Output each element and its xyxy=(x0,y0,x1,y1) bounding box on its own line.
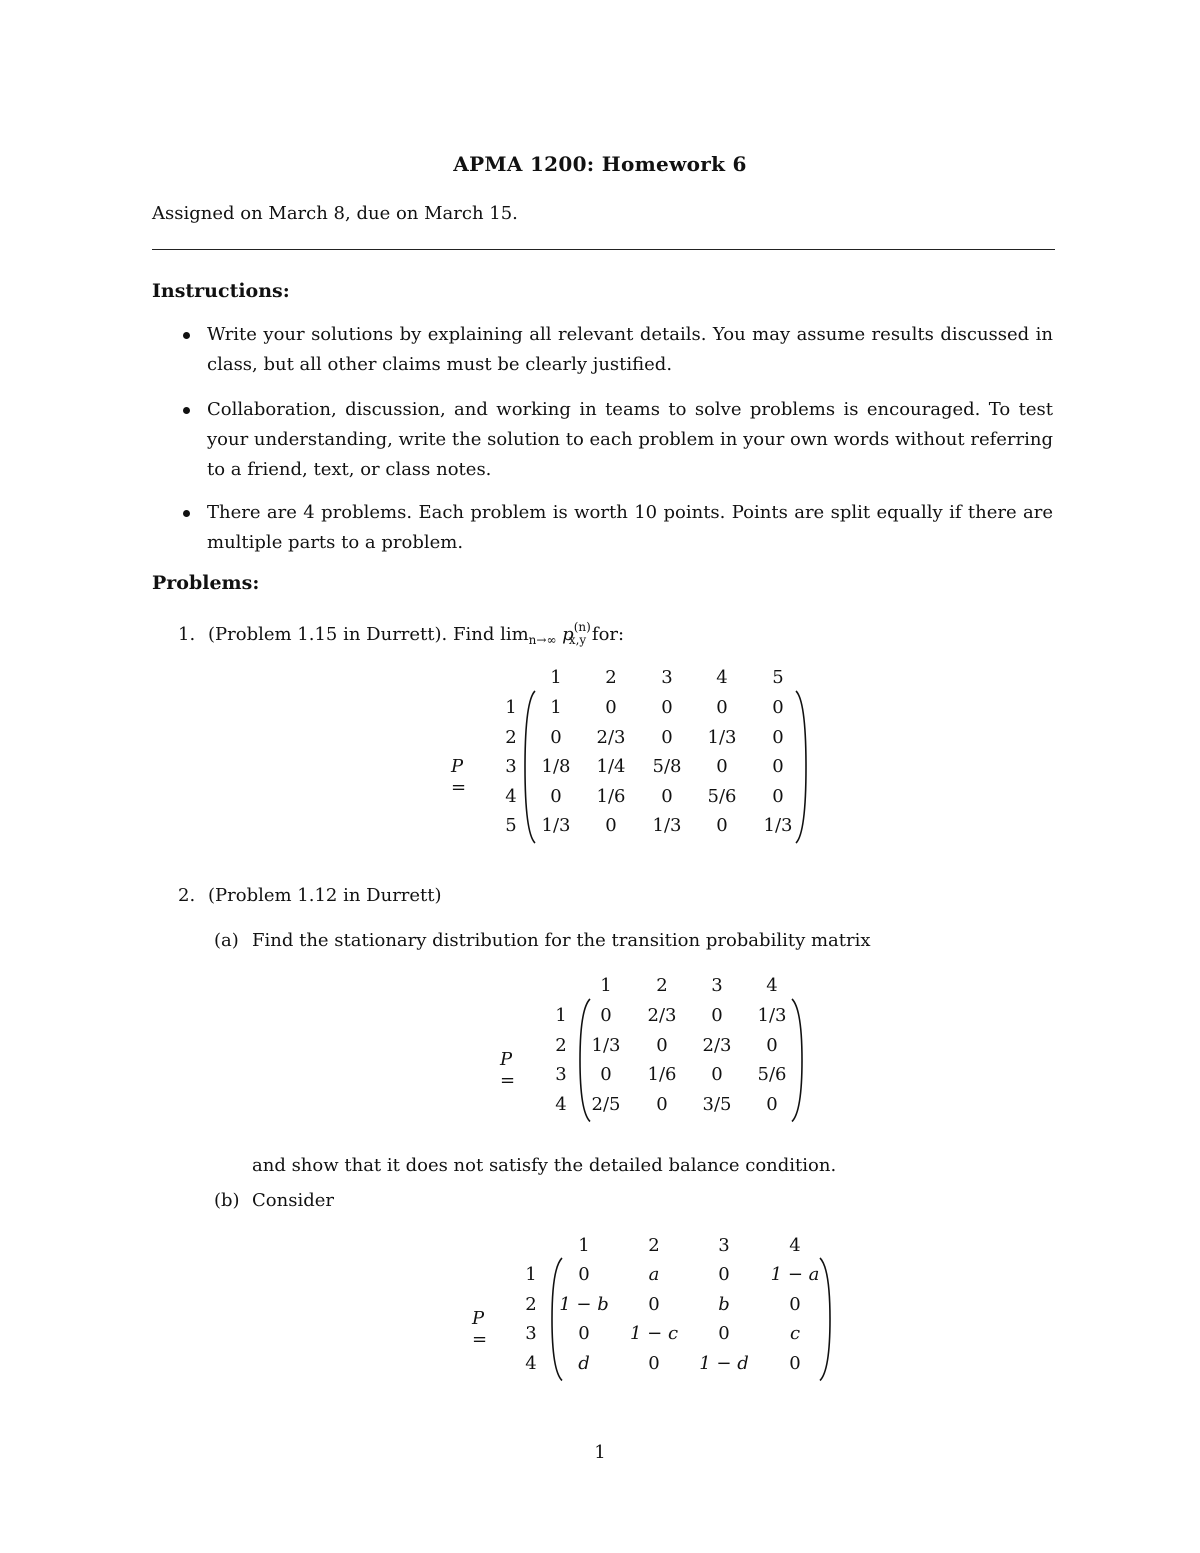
matrix-cell: 0 xyxy=(766,1093,778,1115)
matrix-col-header: 2 xyxy=(656,975,668,996)
part-label: (b) xyxy=(214,1190,240,1211)
matrix-row-header: 4 xyxy=(505,785,517,807)
bullet-icon xyxy=(183,332,190,339)
problem-2b-statement xyxy=(214,1190,334,1211)
matrix-cell: 1/4 xyxy=(596,756,626,777)
problem-1-statement xyxy=(178,620,624,647)
assigned-dates: Assigned on March 8, due on March 15. xyxy=(152,203,518,224)
matrix-col-header: 1 xyxy=(600,975,612,996)
problem-2a-statement xyxy=(214,930,871,951)
matrix-cell: 0 xyxy=(716,697,728,718)
instruction-text: Write your solutions by explaining all relevant details. You may assume results discussed in class, but all other claims must be clearly justified. xyxy=(207,324,1053,375)
instruction-bullet xyxy=(183,498,1053,558)
matrix-cell: 0 xyxy=(716,815,728,836)
matrix-cell: 0 xyxy=(661,697,673,718)
matrix-col-header: 4 xyxy=(789,1235,801,1256)
matrix-cell: 1 − a xyxy=(770,1264,820,1285)
matrix-cell: 0 xyxy=(772,726,784,748)
matrix-col-header: 3 xyxy=(661,667,673,688)
matrix-cell: 0 xyxy=(772,756,784,777)
matrix-cell: 0 xyxy=(656,1093,668,1115)
matrix-cell: 1/8 xyxy=(541,756,571,777)
matrix-row-header: 2 xyxy=(505,726,517,748)
matrix-cell: 0 xyxy=(661,785,673,807)
matrix-cell: 0 xyxy=(661,726,673,748)
part-text: Consider xyxy=(252,1190,334,1211)
matrix-cell: 0 xyxy=(716,756,728,777)
p-superscript: (n) xyxy=(573,620,591,634)
matrix-cell: 1 − d xyxy=(699,1352,749,1374)
matrix-cell: 1/3 xyxy=(652,815,682,836)
matrix-cell: 0 xyxy=(711,1005,723,1026)
matrix-row-header: 1 xyxy=(525,1264,537,1285)
matrix-cell: 1/3 xyxy=(707,726,737,748)
matrix-row-header: 4 xyxy=(555,1093,567,1115)
page-title: APMA 1200: Homework 6 xyxy=(453,152,747,176)
matrix-cell: 5/8 xyxy=(652,756,682,777)
matrix-cell: 1 − c xyxy=(629,1323,679,1344)
matrix-cell: 0 xyxy=(766,1034,778,1056)
matrix-row-header: 2 xyxy=(525,1293,537,1315)
matrix-row-header: 3 xyxy=(555,1064,567,1085)
matrix-cell: a xyxy=(648,1264,660,1285)
matrix-cell: 0 xyxy=(550,726,562,748)
matrix-row-header: 3 xyxy=(525,1323,537,1344)
matrix-cell: 0 xyxy=(711,1064,723,1085)
matrix-cell: 1 − b xyxy=(559,1293,609,1315)
matrix-cell: 0 xyxy=(718,1264,730,1285)
matrix-label: P = xyxy=(500,1049,516,1092)
problem-2-statement xyxy=(178,885,442,906)
matrix-col-header: 1 xyxy=(550,667,562,688)
matrix-cell: 1/3 xyxy=(591,1034,621,1056)
matrix-col-header: 5 xyxy=(772,667,784,688)
matrix-cell: 1/6 xyxy=(647,1064,677,1085)
matrix-cell: 1/3 xyxy=(541,815,571,836)
matrix-cell: 0 xyxy=(578,1323,590,1344)
matrix-cell: b xyxy=(718,1293,730,1315)
instruction-text: Collaboration, discussion, and working in teams to solve problems is encouraged. To test your understanding, write the solution to each problem in your own words without referring to a friend, text, or class notes. xyxy=(207,399,1053,480)
p-subscript: x,y xyxy=(568,633,587,647)
matrix-label: P = xyxy=(472,1308,488,1351)
problem-text: (Problem 1.12 in Durrett) xyxy=(208,885,442,906)
instruction-bullet xyxy=(183,395,1053,485)
problem-text-after: for: xyxy=(591,624,625,645)
instructions-heading: Instructions: xyxy=(152,280,290,302)
matrix-cell: 0 xyxy=(550,785,562,807)
matrix-col-header: 2 xyxy=(605,667,617,688)
instruction-bullet xyxy=(183,320,1053,380)
matrix-cell: 0 xyxy=(772,697,784,718)
matrix-cell: 0 xyxy=(605,815,617,836)
p-symbol: p xyxy=(562,624,574,645)
matrix-row-header: 1 xyxy=(555,1005,567,1026)
matrix-cell: 5/6 xyxy=(707,785,737,807)
problem-text: (Problem 1.15 in Durrett). Find lim xyxy=(208,624,529,645)
matrix-cell: 0 xyxy=(578,1264,590,1285)
matrix-cell: 1/3 xyxy=(763,815,793,836)
matrix-cell: c xyxy=(789,1323,801,1344)
horizontal-rule xyxy=(152,249,1055,250)
matrix-cell: 0 xyxy=(648,1293,660,1315)
matrix-cell: 2/5 xyxy=(591,1093,621,1115)
matrix-cell: 1 xyxy=(550,697,562,718)
matrix-cell: 2/3 xyxy=(647,1005,677,1026)
bullet-icon xyxy=(183,407,190,414)
page-number: 1 xyxy=(594,1442,606,1463)
matrix-cell: 0 xyxy=(648,1352,660,1374)
matrix-cell: 5/6 xyxy=(757,1064,787,1085)
part-text: Find the stationary distribution for the transition probability matrix xyxy=(252,930,871,951)
matrix-row-header: 5 xyxy=(505,815,517,836)
matrix-cell: 0 xyxy=(600,1005,612,1026)
matrix-row-header: 3 xyxy=(505,756,517,777)
matrix-cell: 2/3 xyxy=(702,1034,732,1056)
problem-number: 2. xyxy=(178,885,196,906)
matrix-cell: d xyxy=(578,1352,590,1374)
problem-2a-followup: and show that it does not satisfy the detailed balance condition. xyxy=(252,1155,837,1176)
matrix-row-header: 1 xyxy=(505,697,517,718)
bullet-icon xyxy=(183,510,190,517)
matrix-col-header: 4 xyxy=(766,975,778,996)
matrix-col-header: 1 xyxy=(578,1235,590,1256)
matrix-label: P = xyxy=(451,756,467,798)
matrix-cell: 1/3 xyxy=(757,1005,787,1026)
matrix-cell: 0 xyxy=(789,1293,801,1315)
matrix-cell: 0 xyxy=(605,697,617,718)
matrix-col-header: 3 xyxy=(711,975,723,996)
instruction-text: There are 4 problems. Each problem is worth 10 points. Points are split equally if there are multiple parts to a problem. xyxy=(207,502,1053,553)
matrix-col-header: 2 xyxy=(648,1235,660,1256)
matrix-cell: 0 xyxy=(600,1064,612,1085)
matrix-cell: 0 xyxy=(718,1323,730,1344)
matrix-col-header: 4 xyxy=(716,667,728,688)
matrix-row-header: 4 xyxy=(525,1352,537,1374)
matrix-cell: 0 xyxy=(772,785,784,807)
part-label: (a) xyxy=(214,930,239,951)
matrix-cell: 0 xyxy=(789,1352,801,1374)
matrix-row-header: 2 xyxy=(555,1034,567,1056)
matrix-cell: 2/3 xyxy=(596,726,626,748)
matrix-col-header: 3 xyxy=(718,1235,730,1256)
problems-heading: Problems: xyxy=(152,572,260,594)
matrix-cell: 0 xyxy=(656,1034,668,1056)
matrix-cell: 3/5 xyxy=(702,1093,732,1115)
limit-subscript: n→∞ xyxy=(528,633,557,647)
problem-number: 1. xyxy=(178,624,196,645)
matrix-cell: 1/6 xyxy=(596,785,626,807)
